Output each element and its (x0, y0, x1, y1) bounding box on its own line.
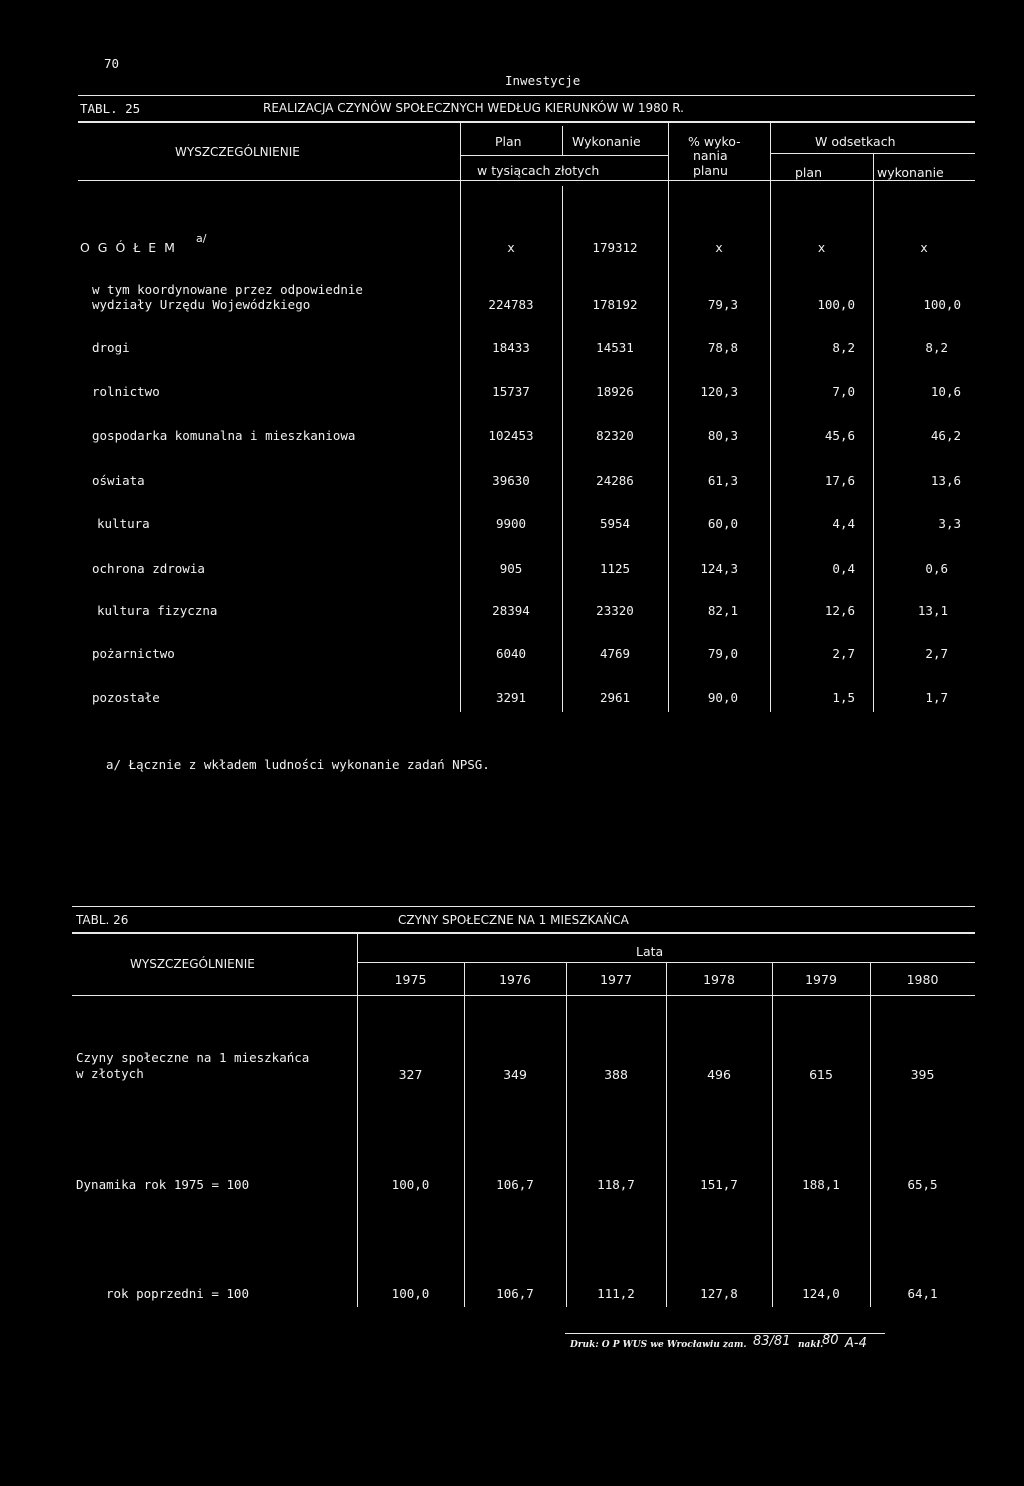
row-label-2: w złotych (76, 1066, 144, 1081)
cell-pct: 61,3 (707, 473, 738, 488)
cell-wykonanie: 14531 (596, 340, 634, 355)
cell-value: 395 (910, 1067, 935, 1082)
imprint-naklad: 80 (822, 1333, 839, 1348)
column-header-year: 1976 (499, 972, 531, 987)
column-header-year: 1978 (703, 972, 735, 987)
column-header-pct-3: planu (693, 163, 728, 178)
cell-share-wykonanie: 46,2 (930, 428, 961, 443)
row-label: kultura fizyczna (97, 603, 218, 618)
cell-plan: 39630 (492, 473, 530, 488)
cell-value: 65,5 (907, 1177, 938, 1192)
row-label: oświata (92, 473, 145, 488)
imprint-order: 83/81 (753, 1334, 791, 1349)
cell-plan: 3291 (495, 690, 527, 705)
cell-value: 124,0 (802, 1286, 840, 1301)
cell-plan: 15737 (492, 384, 530, 399)
cell-share-plan: x (817, 240, 826, 255)
cell-value: 188,1 (802, 1177, 840, 1192)
row-label: ochrona zdrowia (92, 561, 205, 576)
column-header-item: WYSZCZEGÓLNIENIE (130, 957, 255, 971)
column-header-plan: Plan (495, 134, 522, 149)
cell-plan: 9900 (495, 516, 527, 531)
cell-value: 118,7 (597, 1177, 635, 1192)
column-header-wykonanie: Wykonanie (572, 134, 641, 149)
cell-plan: 102453 (488, 428, 534, 443)
cell-value: 349 (503, 1067, 527, 1082)
column-header-year: 1975 (394, 972, 427, 987)
cell-value: 327 (398, 1067, 423, 1082)
cell-pct: 78,8 (707, 340, 738, 355)
row-label: w tym koordynowane przez odpowiednie (92, 282, 363, 297)
cell-plan: x (507, 240, 515, 255)
imprint-printer: Druk: O P WUS we Wrocławiu zam. (570, 1340, 747, 1350)
page-number: 70 (104, 56, 120, 71)
cell-share-wykonanie: 0,6 (925, 561, 948, 576)
cell-value: 388 (604, 1067, 628, 1082)
row-label: drogi (92, 340, 130, 355)
cell-share-wykonanie: 1,7 (925, 690, 948, 705)
cell-value: 496 (707, 1067, 731, 1082)
cell-pct: 79,0 (707, 646, 738, 661)
imprint-naklad-label: nakł. (798, 1340, 824, 1350)
cell-share-plan: 12,6 (824, 603, 855, 618)
column-header-unit: w tysiącach złotych (477, 163, 600, 178)
row-label: O G Ó Ł E M (80, 240, 177, 255)
cell-wykonanie: 23320 (596, 603, 634, 618)
cell-share-wykonanie: 13,1 (917, 603, 948, 618)
row-label: kultura (97, 516, 150, 531)
cell-pct: 79,3 (707, 297, 738, 312)
table-label: TABL. 25 (80, 101, 141, 116)
column-header-item: WYSZCZEGÓLNIENIE (175, 145, 300, 159)
cell-value: 106,7 (496, 1177, 534, 1192)
cell-wykonanie: 5954 (599, 516, 631, 531)
row-label: pozostałe (92, 690, 160, 705)
cell-plan: 905 (499, 561, 523, 576)
cell-plan: 224783 (488, 297, 534, 312)
imprint-series: A-4 (845, 1336, 867, 1351)
cell-share-plan: 17,6 (824, 473, 855, 488)
cell-pct: 80,3 (707, 428, 738, 443)
cell-wykonanie: 18926 (596, 384, 634, 399)
cell-wykonanie: 178192 (592, 297, 638, 312)
cell-share-wykonanie: 3,3 (938, 516, 961, 531)
row-label: rok poprzedni = 100 (106, 1286, 249, 1301)
cell-share-plan: 0,4 (832, 561, 855, 576)
cell-share-plan: 8,2 (832, 340, 855, 355)
cell-plan: 28394 (492, 603, 530, 618)
cell-wykonanie: 4769 (599, 646, 631, 661)
cell-plan: 18433 (492, 340, 530, 355)
column-header-pct: % wyko- (688, 134, 741, 149)
cell-wykonanie: 179312 (592, 240, 638, 255)
row-label: gospodarka komunalna i mieszkaniowa (92, 428, 356, 443)
cell-share-plan: 2,7 (832, 646, 855, 661)
cell-share-plan: 4,4 (832, 516, 855, 531)
cell-share-wykonanie: 10,6 (930, 384, 961, 399)
cell-share-wykonanie: 2,7 (925, 646, 948, 661)
cell-wykonanie: 1125 (599, 561, 631, 576)
table-title: REALIZACJA CZYNÓW SPOŁECZNYCH WEDŁUG KIERUNKÓW W 1980 R. (263, 101, 684, 115)
column-header-pct-2: nania (693, 148, 728, 163)
cell-share-wykonanie: 100,0 (923, 297, 961, 312)
column-header-share-plan: plan (795, 165, 822, 180)
column-header-share: W odsetkach (815, 134, 896, 149)
column-header-year: 1979 (805, 972, 837, 987)
row-label-2: wydziały Urzędu Wojewódzkiego (92, 297, 311, 312)
cell-pct: 124,3 (700, 561, 738, 576)
section-title: Inwestycje (505, 73, 581, 88)
row-label: pożarnictwo (92, 646, 175, 661)
cell-share-wykonanie: 8,2 (925, 340, 948, 355)
cell-wykonanie: 24286 (596, 473, 634, 488)
cell-wykonanie: 82320 (596, 428, 634, 443)
cell-value: 127,8 (700, 1286, 738, 1301)
cell-value: 151,7 (700, 1177, 738, 1192)
cell-wykonanie: 2961 (599, 690, 631, 705)
cell-share-plan: 45,6 (824, 428, 855, 443)
cell-pct: 90,0 (707, 690, 738, 705)
row-label: Dynamika rok 1975 = 100 (76, 1177, 250, 1192)
cell-share-plan: 7,0 (832, 384, 855, 399)
cell-share-wykonanie: x (920, 240, 928, 255)
cell-pct: 60,0 (707, 516, 738, 531)
cell-share-plan: 1,5 (832, 690, 855, 705)
cell-plan: 6040 (495, 646, 527, 661)
cell-value: 64,1 (907, 1286, 938, 1301)
row-label: rolnictwo (92, 384, 160, 399)
cell-pct: 120,3 (700, 384, 738, 399)
footnote: a/ Łącznie z wkładem ludności wykonanie zadań NPSG. (106, 757, 490, 772)
column-header-share-wykonanie: wykonanie (877, 165, 944, 180)
cell-value: 100,0 (391, 1177, 430, 1192)
column-header-year: 1980 (906, 972, 939, 987)
cell-value: 111,2 (597, 1286, 635, 1301)
cell-share-plan: 100,0 (817, 297, 855, 312)
cell-pct: 82,1 (707, 603, 738, 618)
row-label: Czyny społeczne na 1 mieszkańca (76, 1050, 310, 1065)
cell-value: 615 (809, 1067, 833, 1082)
table-label: TABL. 26 (76, 913, 129, 927)
cell-value: 100,0 (391, 1286, 430, 1301)
column-header-year: 1977 (600, 972, 632, 987)
cell-value: 106,7 (496, 1286, 534, 1301)
footnote-marker: a/ (196, 232, 207, 245)
cell-share-wykonanie: 13,6 (930, 473, 961, 488)
column-header-years: Lata (636, 944, 664, 959)
cell-pct: x (715, 240, 723, 255)
table-title: CZYNY SPOŁECZNE NA 1 MIESZKAŃCA (398, 913, 629, 927)
